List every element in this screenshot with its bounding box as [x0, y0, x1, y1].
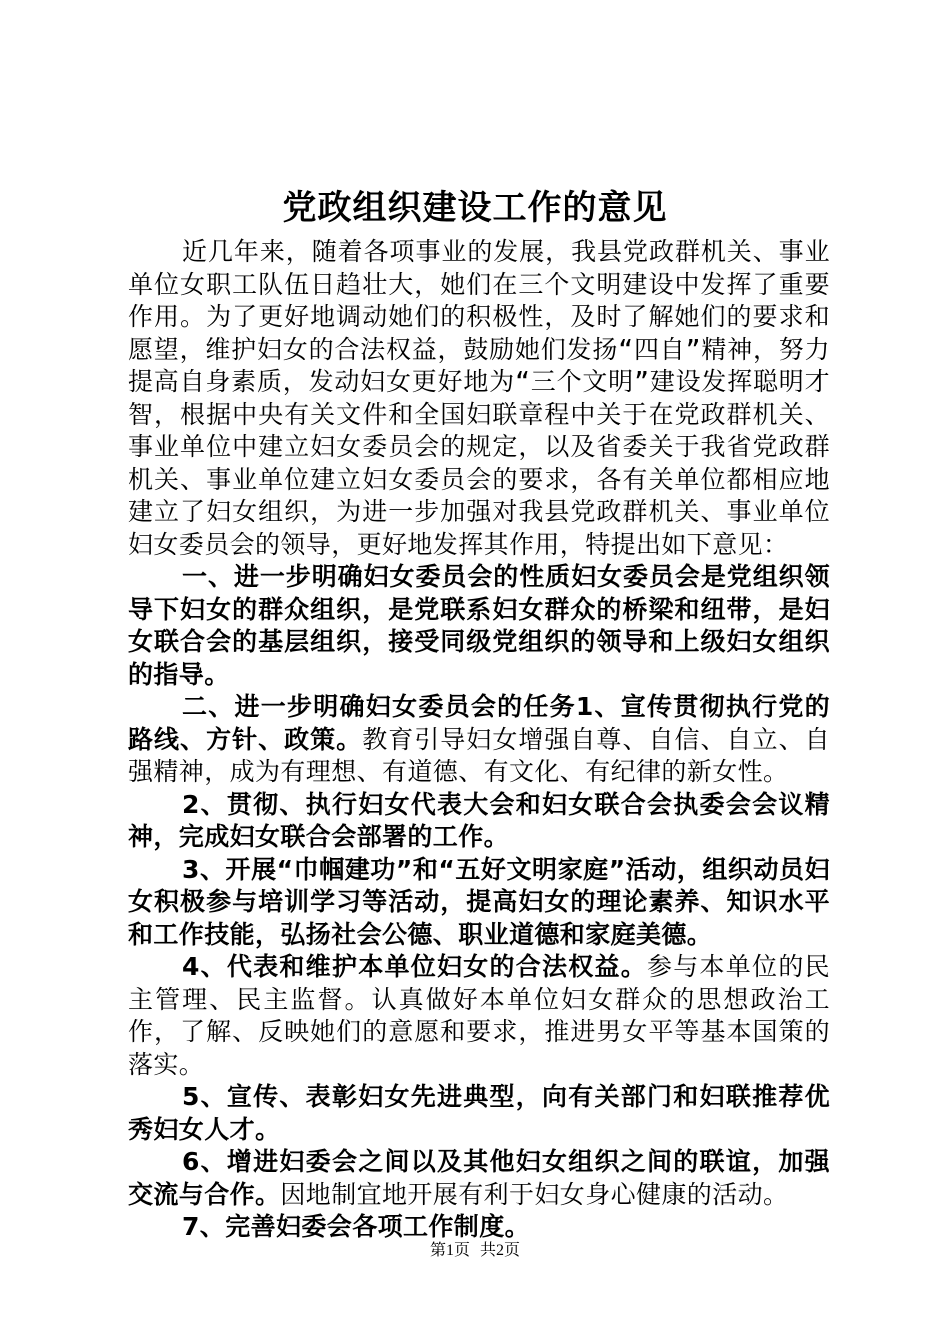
document-body — [128, 236, 830, 1244]
paragraph — [128, 236, 830, 561]
paragraph — [128, 951, 830, 1081]
paragraph — [128, 789, 830, 854]
page-total: 共2页 — [480, 1242, 521, 1259]
paragraph-text: 因地制宜地开展有利于妇女身心健康的活动。 — [280, 1179, 789, 1209]
paragraph-bold-text: 一、进一步明确妇女委员会的性质妇女委员会是党组织领导下妇女的群众组织，是党联系妇女群众的桥梁和纽带，是妇女联合会的基层组织，接受同级党组织的领导和上级妇女组织的指导。 — [128, 562, 830, 689]
page-number: 第1页 — [429, 1242, 470, 1259]
paragraph-bold-text: 2、贯彻、执行妇女代表大会和妇女联合会执委会会议精神，完成妇女联合会部署的工作。 — [128, 789, 830, 851]
paragraph — [128, 854, 830, 952]
paragraph-text: 参与本单位的民主管理、民主监督。认真做好本单位妇女群众的思想政治工作，了解、反映她们的意愿和要求，推进男女平等基本国策的落实。 — [128, 952, 830, 1079]
paragraph — [128, 1211, 830, 1244]
paragraph-bold-text: 4、代表和维护本单位妇女的合法权益。 — [182, 952, 648, 981]
page-footer — [0, 1241, 950, 1261]
paragraph-text: 教育引导妇女增强自尊、自信、自立、自强精神，成为有理想、有道德、有文化、有纪律的新女性。 — [128, 724, 831, 786]
paragraph-bold-text: 5、宣传、表彰妇女先进典型，向有关部门和妇联推荐优秀妇女人才。 — [128, 1082, 830, 1144]
paragraph — [128, 1081, 830, 1146]
paragraph — [128, 561, 830, 691]
paragraph-bold-text: 7、完善妇委会各项工作制度。 — [182, 1212, 530, 1241]
paragraph-bold-text: 3、开展“巾帼建功”和“五好文明家庭”活动，组织动员妇女积极参与培训学习等活动，提高妇女的理论素养、知识水平和工作技能，弘扬社会公德、职业道德和家庭美德。 — [128, 854, 830, 949]
paragraph-bold-text: 6、增进妇委会之间以及其他妇女组织之间的联谊，加强交流与合作。 — [128, 1147, 830, 1209]
paragraph-text: 近几年来，随着各项事业的发展，我县党政群机关、事业单位女职工队伍日趋壮大，她们在三个文明建设中发挥了重要作用。为了更好地调动她们的积极性，及时了解她们的要求和愿望，维护妇女的合法权益，鼓励她们发扬“四自”精神，努力提高自身素质，发动妇女更好地为“三个文明”建设发挥聪明才智，根据中央有关文件和全国妇联章程中关于在党政群机关、事业单位中建立妇女委员会的规定，以及省委关于我省党政群机关、事业单位建立妇女委员会的要求，各有关单位都相应地建立了妇女组织，为进一步加强对我县党政群机关、事业单位妇女委员会的领导，更好地发挥其作用，特提出如下意见： — [128, 237, 830, 559]
document-title: 党政组织建设工作的意见 — [282, 188, 668, 228]
paragraph — [128, 1146, 830, 1211]
paragraph — [128, 691, 830, 789]
paragraph-bold-text: 二、进一步明确妇女委员会的任务1、宣传贯彻执行党的路线、方针、政策。 — [128, 692, 830, 754]
